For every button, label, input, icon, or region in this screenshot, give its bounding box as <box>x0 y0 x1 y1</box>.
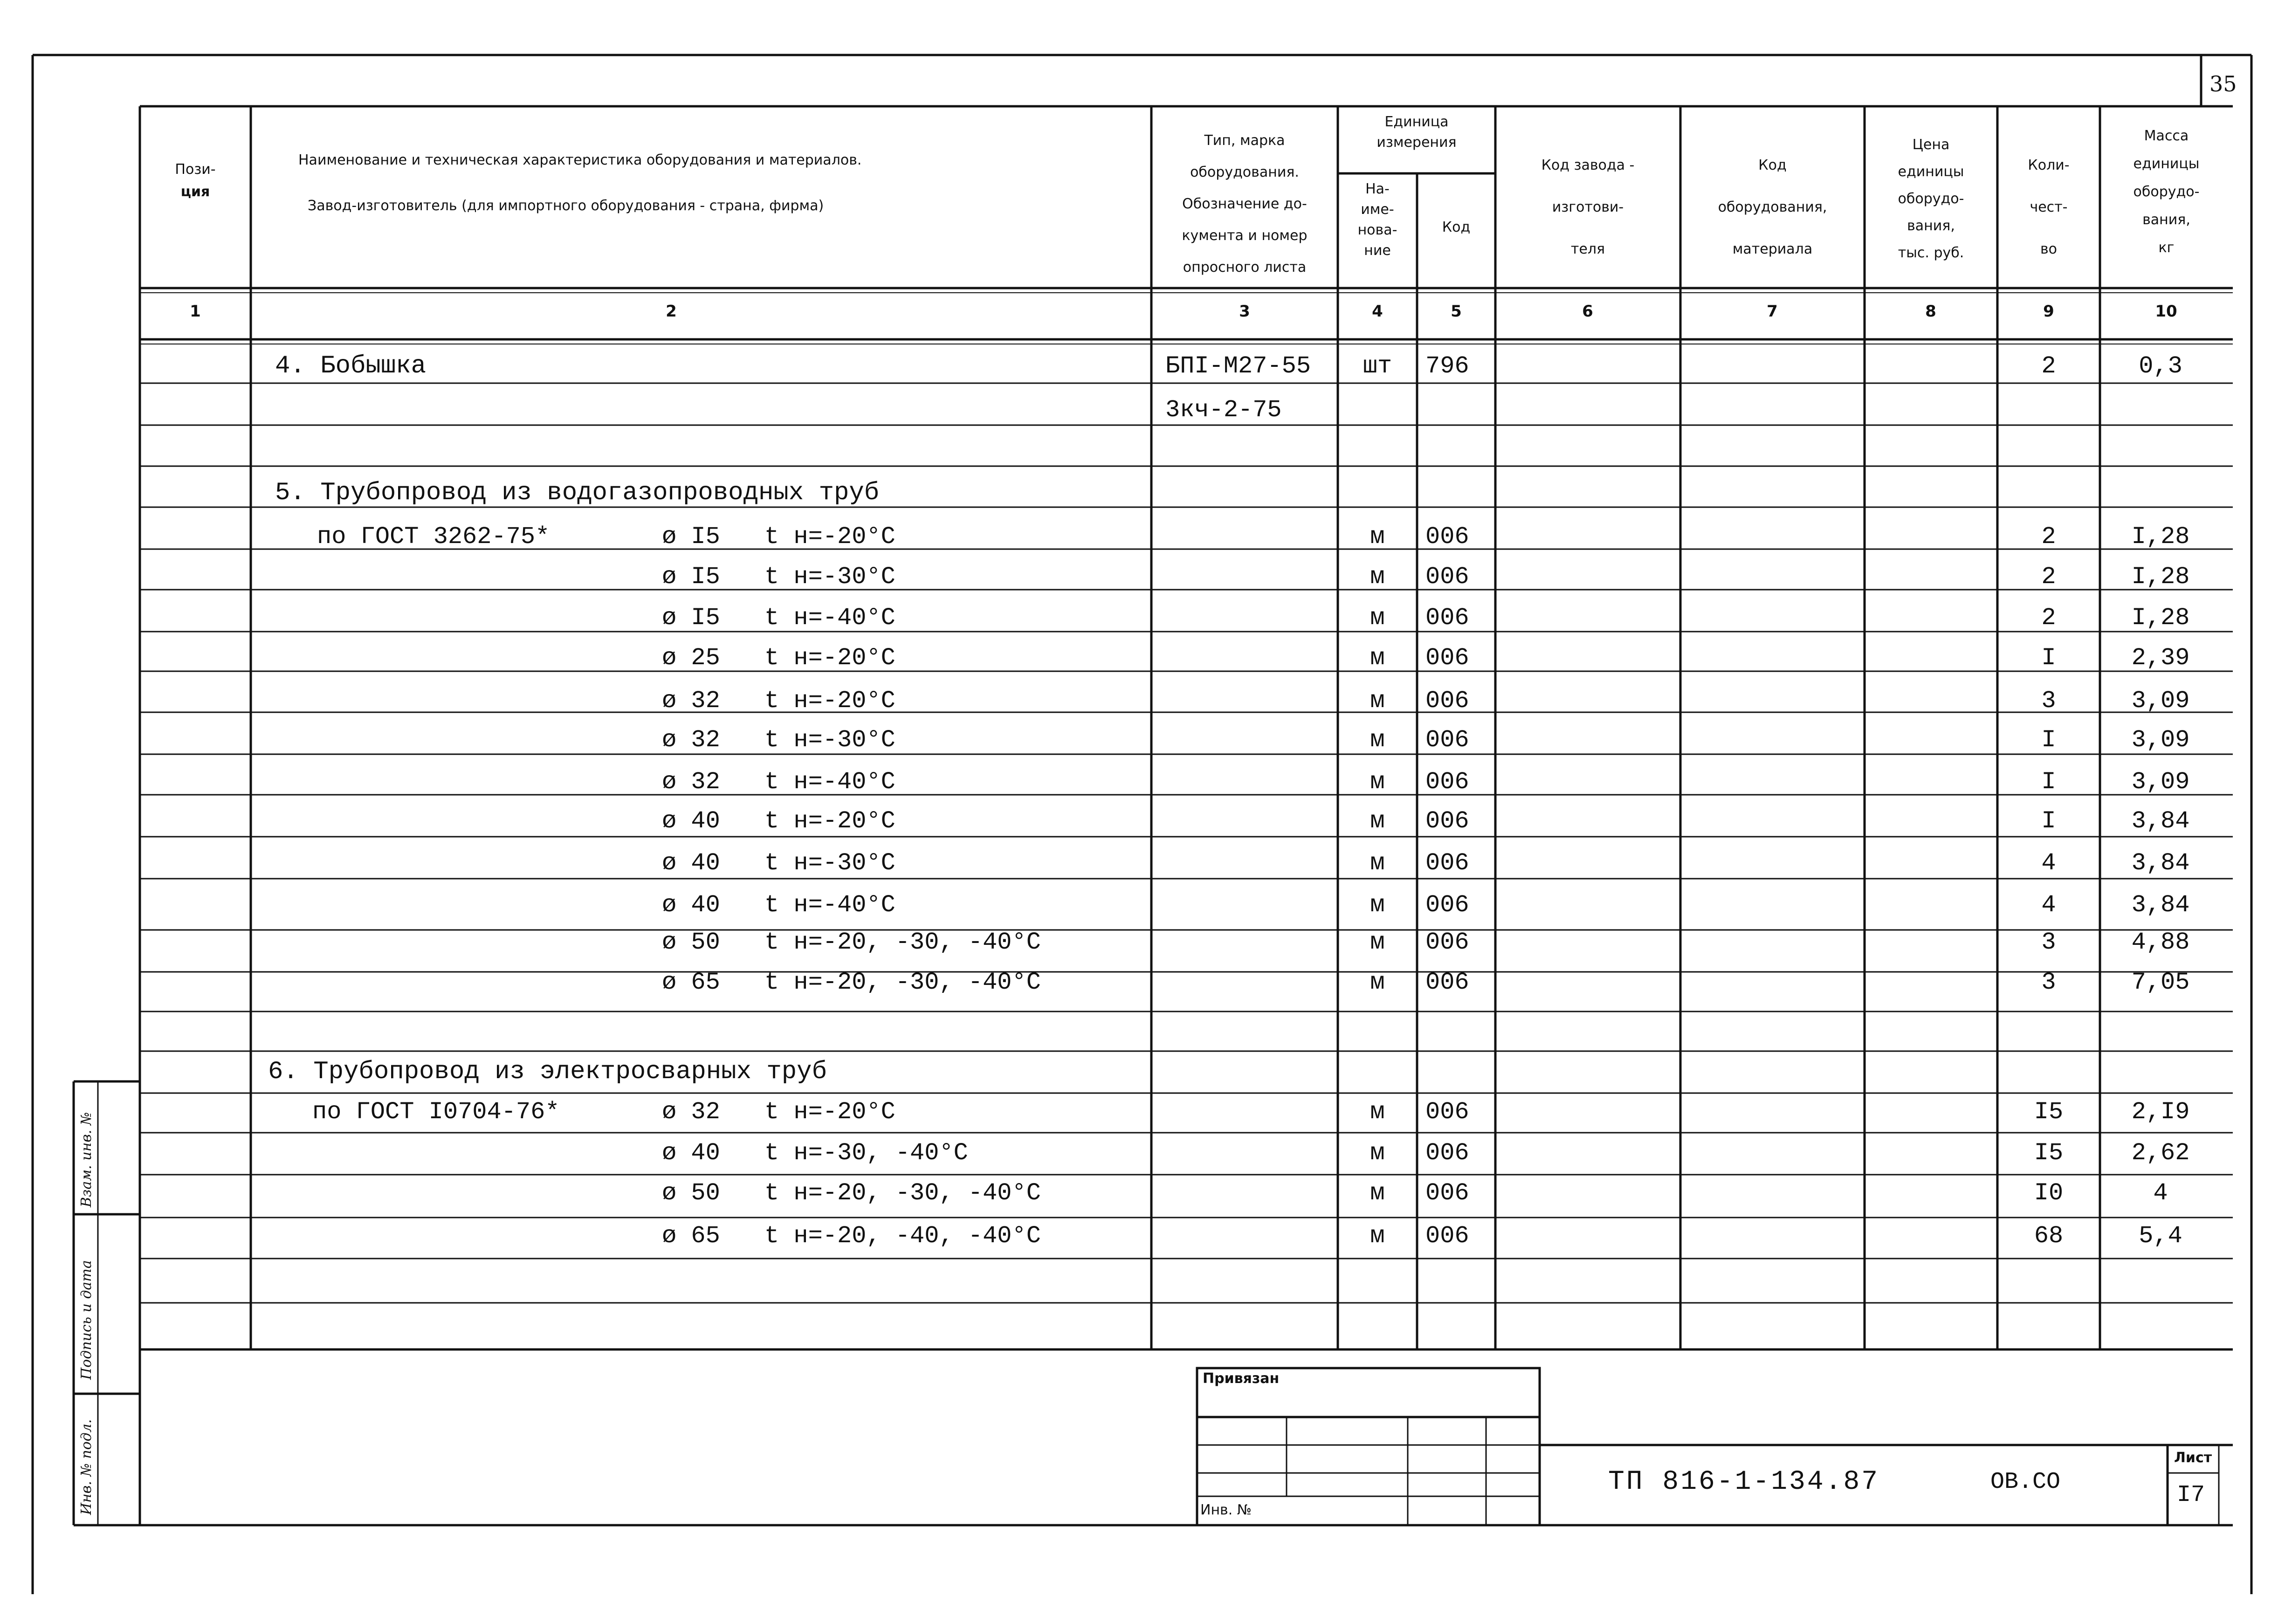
pipe-temperature: t н=-20°C <box>764 1098 895 1126</box>
item-unit-code: 006 <box>1425 604 1469 632</box>
column-number: 9 <box>2043 302 2054 321</box>
item-unit: м <box>1370 687 1385 715</box>
item-quantity: 3 <box>2041 687 2056 715</box>
item-mass: 3,84 <box>2131 849 2190 877</box>
document-code: ОВ.СО <box>1990 1469 2061 1495</box>
item-unit: м <box>1370 1179 1385 1207</box>
item-quantity: I5 <box>2034 1139 2064 1167</box>
item-unit: м <box>1370 1222 1385 1250</box>
pipe-diameter: ø 65 <box>662 1222 720 1250</box>
item-quantity: 4 <box>2041 891 2056 919</box>
item-unit: м <box>1370 644 1385 672</box>
header-factory-code: Код завода - изготови- теля <box>1541 157 1635 257</box>
item-mass: 4 <box>2153 1179 2168 1207</box>
pipe-temperature: t н=-20°C <box>764 644 895 672</box>
pipe-diameter: ø I5 <box>662 523 720 551</box>
column-number: 4 <box>1372 302 1383 321</box>
pipe-diameter: ø 32 <box>662 1098 720 1126</box>
page-number: 35 <box>2209 71 2237 96</box>
item-unit: м <box>1370 604 1385 632</box>
item-unit-code: 006 <box>1425 929 1469 956</box>
column-number: 2 <box>666 302 677 321</box>
pipe-diameter: ø 32 <box>662 687 720 715</box>
header-price: Цена единицы оборудо- вания, тыс. руб. <box>1898 137 1964 261</box>
item-unit-code: 006 <box>1425 1222 1469 1250</box>
item-quantity: I <box>2041 644 2056 672</box>
item-quantity: 3 <box>2041 969 2056 996</box>
pipe-diameter: ø 32 <box>662 768 720 796</box>
item-mass: I,28 <box>2131 523 2190 551</box>
pipe-diameter: ø 40 <box>662 891 720 919</box>
side-label-vzam: Взам. инв. № <box>78 1112 95 1207</box>
column-number: 6 <box>1582 302 1593 321</box>
item-mass: 2,62 <box>2131 1139 2190 1167</box>
item-mass: 7,05 <box>2131 969 2190 996</box>
item-quantity: 2 <box>2041 563 2056 591</box>
item-unit: шт <box>1363 352 1392 380</box>
item-mass: 3,84 <box>2131 891 2190 919</box>
header-unit-name: На- име- нова- ние <box>1357 181 1397 259</box>
pipe-temperature: t н=-30°C <box>764 726 895 754</box>
header-equipment-code: Код оборудования, материала <box>1718 157 1827 257</box>
item-unit: м <box>1370 929 1385 956</box>
document-designation: ТП 816-1-134.87 <box>1608 1467 1880 1497</box>
sheet-label: Лист <box>2174 1450 2212 1466</box>
item-unit-code: 006 <box>1425 969 1469 996</box>
pipe-temperature: t н=-20, -30, -40°C <box>764 1179 1041 1207</box>
column-number: 3 <box>1239 302 1250 321</box>
item-quantity: 4 <box>2041 849 2056 877</box>
item-unit-code: 006 <box>1425 687 1469 715</box>
item-unit: м <box>1370 1139 1385 1167</box>
column-number: 5 <box>1451 302 1462 321</box>
pipe-temperature: t н=-40°C <box>764 768 895 796</box>
item-unit-code: 006 <box>1425 523 1469 551</box>
item-quantity: 2 <box>2041 523 2056 551</box>
column-number: 10 <box>2155 302 2177 321</box>
pipe-temperature: t н=-20°C <box>764 523 895 551</box>
pipe-temperature: t н=-40°C <box>764 891 895 919</box>
item-name: 4. Бобышка <box>275 352 427 380</box>
item-unit-code: 006 <box>1425 768 1469 796</box>
item-mass: 3,09 <box>2131 726 2190 754</box>
item-quantity: I5 <box>2034 1098 2064 1126</box>
header-unit-code: Код <box>1442 219 1471 235</box>
item-mass: I,28 <box>2131 604 2190 632</box>
item-unit-code: 006 <box>1425 563 1469 591</box>
item-mass: 2,I9 <box>2131 1098 2190 1126</box>
item-unit: м <box>1370 1098 1385 1126</box>
header-type: Тип, марка оборудования. Обозначение до- кумента и номер опросного листа <box>1182 132 1308 275</box>
pipe-temperature: t н=-40°C <box>764 604 895 632</box>
item-unit-code: 006 <box>1425 1139 1469 1167</box>
header-name: Наименование и техническая характеристика оборудования и материалов. Завод-изготовитель (для импортного оборудования - страна, фирма) <box>298 152 862 214</box>
item-mass: 3,09 <box>2131 687 2190 715</box>
item-mass: 5,4 <box>2139 1222 2182 1250</box>
pipe-diameter: ø 50 <box>662 1179 720 1207</box>
pipe-diameter: ø 65 <box>662 969 720 996</box>
sheet-number: I7 <box>2177 1482 2205 1508</box>
item-mass: 4,88 <box>2131 929 2190 956</box>
section-title: 5. Трубопровод из водогазопроводных труб <box>275 479 880 507</box>
item-unit-code: 006 <box>1425 726 1469 754</box>
pipe-diameter: ø 40 <box>662 849 720 877</box>
item-quantity: 2 <box>2041 352 2056 380</box>
side-label-podpis: Подпись и дата <box>78 1260 95 1380</box>
pipe-temperature: t н=-20, -30, -40°C <box>764 969 1041 996</box>
item-mass: I,28 <box>2131 563 2190 591</box>
column-number: 7 <box>1767 302 1778 321</box>
pipe-temperature: t н=-30°C <box>764 563 895 591</box>
pipe-diameter: ø 40 <box>662 1139 720 1167</box>
item-mass: 0,3 <box>2139 352 2182 380</box>
header-unit-group: Единица измерения <box>1377 114 1457 151</box>
pipe-diameter: ø I5 <box>662 563 720 591</box>
item-unit: м <box>1370 523 1385 551</box>
pipe-temperature: t н=-30°C <box>764 849 895 877</box>
item-unit-code: 796 <box>1425 352 1469 380</box>
item-unit-code: 006 <box>1425 849 1469 877</box>
stamp-inv-no: Инв. № <box>1200 1502 1252 1518</box>
item-unit-code: 006 <box>1425 644 1469 672</box>
pipe-temperature: t н=-20°C <box>764 807 895 835</box>
item-quantity: I <box>2041 768 2056 796</box>
pipe-diameter: ø I5 <box>662 604 720 632</box>
gost-reference: по ГОСТ 3262-75* <box>317 523 550 551</box>
header-position: Пози- ция <box>175 161 216 200</box>
item-unit: м <box>1370 563 1385 591</box>
item-mass: 3,09 <box>2131 768 2190 796</box>
item-quantity: I0 <box>2034 1179 2064 1207</box>
item-unit-code: 006 <box>1425 807 1469 835</box>
gost-reference: по ГОСТ I0704-76* <box>312 1098 560 1126</box>
side-label-inv-podl: Инв. № подл. <box>78 1419 95 1515</box>
item-type: 3кч-2-75 <box>1165 396 1282 424</box>
pipe-diameter: ø 25 <box>662 644 720 672</box>
pipe-temperature: t н=-20, -40, -40°C <box>764 1222 1041 1250</box>
stamp-privyazan: Привязан <box>1203 1370 1280 1387</box>
item-unit: м <box>1370 807 1385 835</box>
item-quantity: 3 <box>2041 929 2056 956</box>
item-unit: м <box>1370 726 1385 754</box>
pipe-temperature: t н=-20°C <box>764 687 895 715</box>
item-unit: м <box>1370 969 1385 996</box>
item-unit-code: 006 <box>1425 1179 1469 1207</box>
item-unit: м <box>1370 849 1385 877</box>
column-number: 1 <box>190 302 201 321</box>
item-quantity: I <box>2041 807 2056 835</box>
item-unit: м <box>1370 768 1385 796</box>
item-mass: 2,39 <box>2131 644 2190 672</box>
item-unit-code: 006 <box>1425 891 1469 919</box>
item-mass: 3,84 <box>2131 807 2190 835</box>
item-quantity: 2 <box>2041 604 2056 632</box>
item-quantity: I <box>2041 726 2056 754</box>
item-type: БПI-М27-55 <box>1165 352 1311 380</box>
header-mass: Масса единицы оборудо- вания, кг <box>2133 128 2200 256</box>
item-quantity: 68 <box>2034 1222 2064 1250</box>
pipe-diameter: ø 32 <box>662 726 720 754</box>
header-quantity: Коли- чест- во <box>2028 157 2070 257</box>
pipe-temperature: t н=-30, -40°C <box>764 1139 968 1167</box>
pipe-diameter: ø 50 <box>662 929 720 956</box>
item-unit: м <box>1370 891 1385 919</box>
pipe-temperature: t н=-20, -30, -40°C <box>764 929 1041 956</box>
column-number: 8 <box>1925 302 1936 321</box>
pipe-diameter: ø 40 <box>662 807 720 835</box>
item-unit-code: 006 <box>1425 1098 1469 1126</box>
section-title: 6. Трубопровод из электросварных труб <box>268 1058 827 1086</box>
